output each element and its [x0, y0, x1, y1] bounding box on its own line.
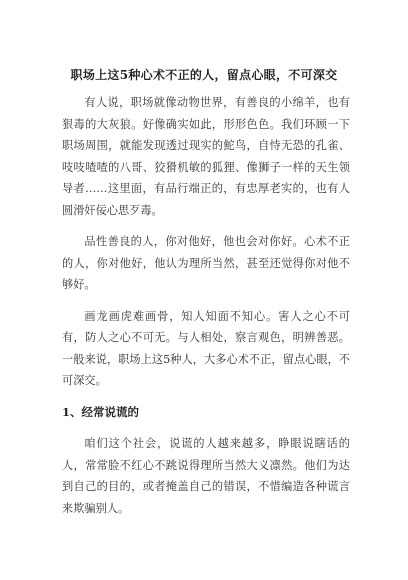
paragraph: 有人说，职场就像动物世界，有善良的小绵羊，也有狠毒的大灰狼。好像确实如此，形形色色。我们环顾一下职场周围，就能发现透过现实的鮀鸟，自恃无恐的孔雀、吱吱喳喳的八哥、狡猾机敏的狐狸、像狮子一样的天生领导者……这里面，有品行端正的，有忠厚老实的，也有人圆滑奸佞心思歹毒。 — [62, 96, 350, 217]
paragraph: 咱们这个社会，说谎的人越来越多，睁眼说瞎话的人，常常脸不红心不跳说得理所当然大义凛然。他们为达到自己的目的，或者掩盖自己的错误，不惜编造各种谎言来欺骗别人。 — [62, 437, 350, 515]
document-body — [62, 92, 350, 529]
paragraph: 品性善良的人，你对他好，他也会对你好。心术不正的人，你对他好，他认为理所当然，甚至还觉得你对他不够好。 — [62, 235, 350, 291]
paragraph: 画龙画虎难画骨，知人知面不知心。害人之心不可有，防人之心不可无。与人相处，察言观色，明辨善恶。一般来说，职场上这5种人，大多心术不正，留点心眼，不可深交。 — [62, 309, 350, 387]
document-title: 职场上这5种心术不正的人，留点心眼，不可深交 — [70, 68, 338, 82]
section-heading: 1、经常说谎的 — [62, 404, 140, 419]
